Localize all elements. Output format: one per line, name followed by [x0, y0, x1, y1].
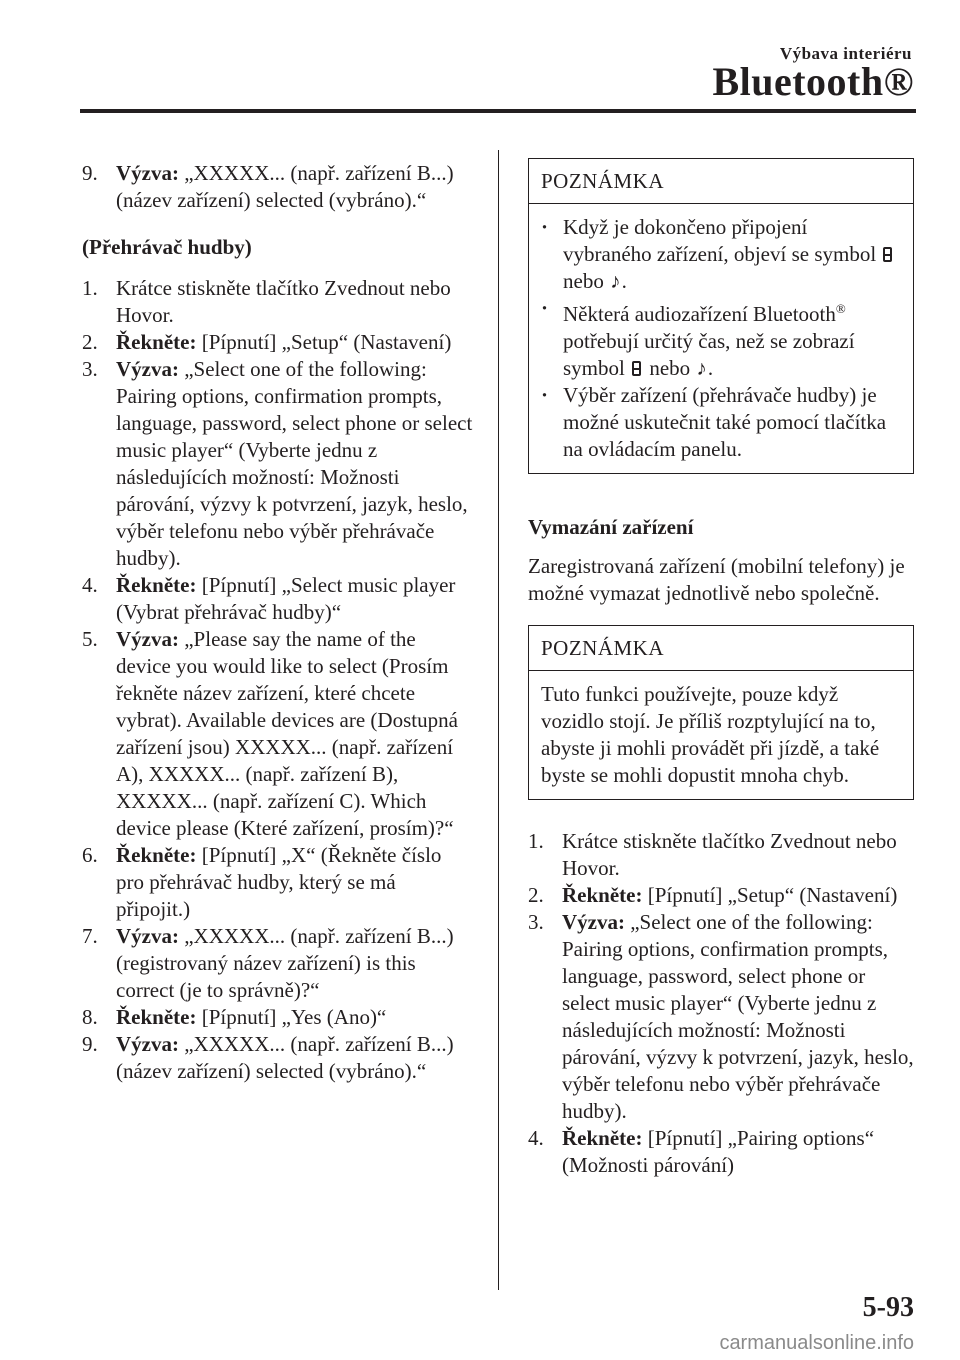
note-item — [541, 214, 901, 295]
step-body — [116, 160, 474, 214]
step-item — [82, 923, 474, 1004]
step-body — [116, 275, 474, 329]
note-item — [541, 295, 901, 382]
step-body — [562, 909, 914, 1125]
note-body — [529, 671, 913, 799]
step-text: [Pípnutí] „Setup“ (Nastavení) — [642, 883, 898, 907]
step-number: 4. — [528, 1126, 544, 1150]
step-body — [116, 923, 474, 1004]
step-keyword: Výzva: — [116, 357, 179, 381]
step-keyword: Výzva: — [116, 1032, 179, 1056]
note-text: Některá audiozařízení Bluetooth — [563, 302, 836, 326]
bullet-icon: · — [541, 296, 549, 320]
step-text: [Pípnutí] „Pairing options“ (Možnosti párování) — [562, 1126, 875, 1177]
step-item — [528, 1125, 914, 1179]
step-item — [82, 160, 474, 214]
step-text: [Pípnutí] „Setup“ (Nastavení) — [196, 330, 452, 354]
step-item — [82, 275, 474, 329]
phone-icon — [632, 361, 641, 376]
step-text: Krátce stiskněte tlačítko Zvednout nebo Hovor. — [562, 829, 897, 880]
phone-icon — [883, 247, 892, 262]
step-number: 6. — [82, 843, 98, 867]
step-text: „XXXXX... (např. zařízení B...) (registrovaný název zařízení) is this correct (je to správně)?“ — [116, 924, 454, 1002]
note-text: nebo — [649, 356, 691, 380]
step-number: 8. — [82, 1005, 98, 1029]
note-text: Výběr zařízení (přehrávače hudby) je možné uskutečnit také pomocí tlačítka na ovládacím panelu. — [563, 383, 887, 461]
step-item — [528, 909, 914, 1125]
step-text: „Select one of the following: Pairing options, confirmation prompts, language, password, select phone or select music player“ (Vyberte jednu z následujících možností: Možnosti párování, výzvy k potvrzení, jazyk, heslo, výběr telefonu nebo výběr přehrávače hudby). — [116, 357, 473, 570]
music-note-icon: ♪ — [696, 356, 707, 380]
step-body — [116, 1004, 474, 1031]
section-heading: (Přehrávač hudby) — [82, 235, 252, 259]
bullet-icon: · — [541, 383, 549, 407]
step-number: 3. — [82, 357, 98, 381]
step-body — [562, 882, 914, 909]
header-rule — [80, 109, 916, 113]
step-keyword: Řekněte: — [562, 883, 643, 907]
step-body — [116, 1031, 474, 1085]
note-text: . — [707, 356, 714, 380]
bullet-icon: · — [541, 215, 549, 239]
step-item — [528, 882, 914, 909]
step-keyword: Řekněte: — [562, 1126, 643, 1150]
step-number: 7. — [82, 924, 98, 948]
right-column — [528, 158, 914, 1179]
step-number: 3. — [528, 910, 544, 934]
step-number: 5. — [82, 627, 98, 651]
note-box — [528, 625, 914, 800]
music-note-icon: ♪ — [610, 269, 621, 293]
step-keyword: Řekněte: — [116, 330, 197, 354]
step-item — [82, 572, 474, 626]
step-body — [116, 572, 474, 626]
step-text: [Pípnutí] „X“ (Řekněte číslo pro přehrávač hudby, který se má připojit.) — [116, 843, 442, 921]
note-body — [529, 204, 913, 473]
step-body — [116, 356, 474, 572]
step-text: „XXXXX... (např. zařízení B...) (název zařízení) selected (vybráno).“ — [116, 1032, 454, 1083]
step-text: „Please say the name of the device you would like to select (Prosím řekněte název zařízení, které chcete vybrat). Available devices are (Dostupná zařízení jsou) XXXXX... (např. zařízení A), XXXXX... (např. zařízení B), XXXXX... (např. zařízení C). Which device please (Které zařízení, prosím)?“ — [116, 627, 458, 840]
left-column — [82, 160, 474, 1085]
step-number: 2. — [528, 883, 544, 907]
step-keyword: Výzva: — [116, 924, 179, 948]
step-item — [528, 828, 914, 882]
note-text: . — [621, 269, 627, 293]
step-number: 1. — [82, 276, 98, 300]
step-text: [Pípnutí] „Select music player (Vybrat přehrávač hudby)“ — [116, 573, 456, 624]
step-body — [116, 329, 474, 356]
registered-mark: ® — [835, 301, 846, 316]
paragraph: Zaregistrovaná zařízení (mobilní telefony) je možné vymazat jednotlivě nebo společně. — [528, 554, 905, 605]
step-keyword: Výzva: — [116, 161, 179, 185]
page-title: Bluetooth® — [712, 59, 914, 104]
step-body — [116, 842, 474, 923]
step-body — [562, 828, 914, 882]
step-text: [Pípnutí] „Yes (Ano)“ — [196, 1005, 387, 1029]
step-number: 9. — [82, 1032, 98, 1056]
step-item — [82, 329, 474, 356]
step-item — [82, 626, 474, 842]
step-item — [82, 842, 474, 923]
note-title: POZNÁMKA — [529, 159, 913, 204]
note-text: potřebují určitý čas, než se zobrazí symbol — [563, 329, 855, 380]
page-number: 5-93 — [862, 1292, 914, 1323]
step-number: 1. — [528, 829, 544, 853]
step-item — [82, 1031, 474, 1085]
step-number: 4. — [82, 573, 98, 597]
step-text: „XXXXX... (např. zařízení B...) (název zařízení) selected (vybráno).“ — [116, 161, 454, 212]
section-label: Výbava interiéru — [779, 44, 912, 63]
step-number: 9. — [82, 161, 98, 185]
step-text: Krátce stiskněte tlačítko Zvednout nebo Hovor. — [116, 276, 451, 327]
step-keyword: Řekněte: — [116, 843, 197, 867]
step-body — [562, 1125, 914, 1179]
watermark: carmanualsonline.info — [719, 1332, 914, 1354]
note-box — [528, 158, 914, 474]
step-number: 2. — [82, 330, 98, 354]
note-item — [541, 382, 901, 463]
step-item — [82, 356, 474, 572]
step-text: „Select one of the following: Pairing options, confirmation prompts, language, password, select phone or select music player“ (Vyberte jednu z následujících možností: Možnosti párování, výzvy k potvrzení, jazyk, heslo, výběr telefonu nebo výběr přehrávače hudby). — [562, 910, 914, 1123]
step-keyword: Řekněte: — [116, 573, 197, 597]
step-body — [116, 626, 474, 842]
note-text: Tuto funkci používejte, pouze když vozidlo stojí. Je příliš rozptylující na to, abyste ji mohli provádět při jízdě, a také byste se mohli dopustit mnoha chyb. — [541, 682, 880, 787]
note-title: POZNÁMKA — [529, 626, 913, 671]
column-divider — [498, 150, 499, 1290]
step-keyword: Výzva: — [116, 627, 179, 651]
section-heading: Vymazání zařízení — [528, 515, 694, 539]
step-keyword: Řekněte: — [116, 1005, 197, 1029]
step-keyword: Výzva: — [562, 910, 625, 934]
note-text: nebo — [563, 269, 604, 293]
note-text: Když je dokončeno připojení vybraného zařízení, objeví se symbol — [563, 215, 877, 266]
step-item — [82, 1004, 474, 1031]
